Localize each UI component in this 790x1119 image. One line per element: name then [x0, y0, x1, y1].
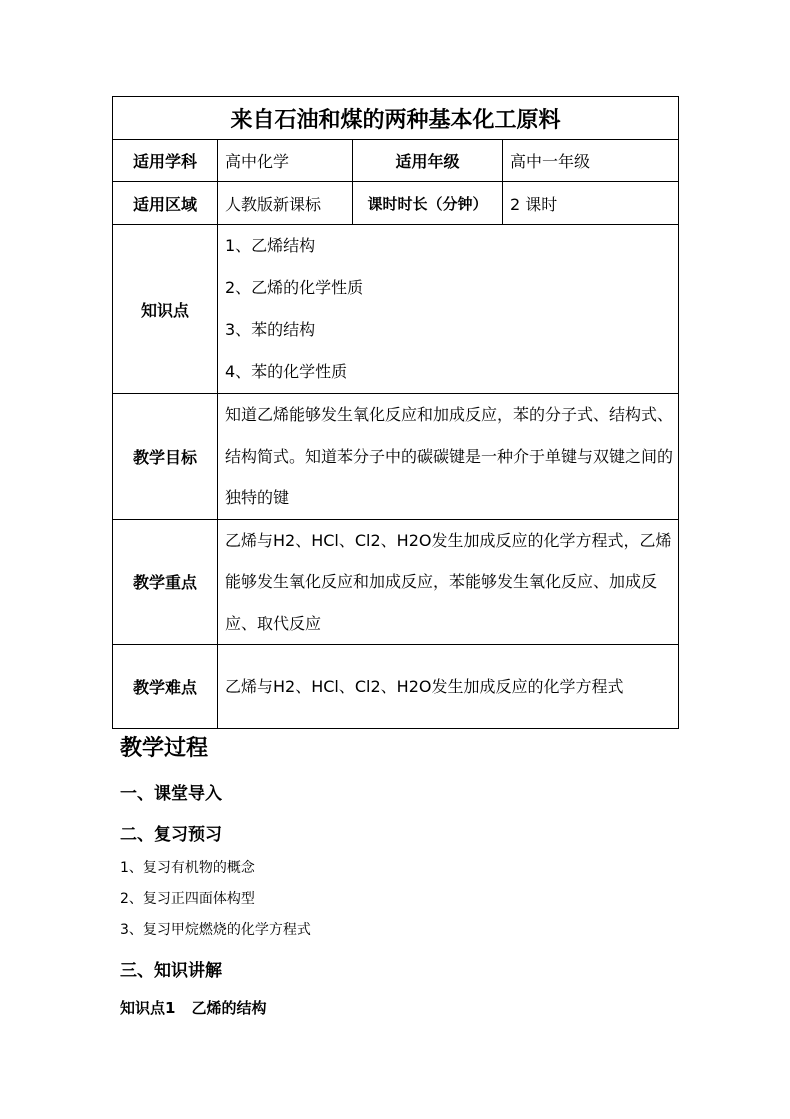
- goal-label: 教学目标: [113, 394, 218, 520]
- process-heading: 教学过程: [120, 736, 209, 761]
- subject-label: 适用学科: [113, 140, 218, 182]
- section-review-heading: 二、复习预习: [120, 825, 222, 845]
- knowledge-point-title: 乙烯的结构: [191, 999, 267, 1017]
- knowledge-label: 知识点: [113, 225, 218, 394]
- lesson-title: 来自石油和煤的两种基本化工原料: [113, 97, 679, 140]
- knowledge-item: 2、乙烯的化学性质: [225, 278, 364, 297]
- region-label: 适用区域: [113, 182, 218, 225]
- duration-label: 课时时长（分钟）: [353, 182, 503, 225]
- knowledge-item: 1、乙烯结构: [225, 236, 316, 255]
- lesson-info-table: [112, 96, 679, 729]
- knowledge-point-heading: [120, 997, 266, 1018]
- key-label: 教学重点: [113, 519, 218, 645]
- review-item: 1、复习有机物的概念: [120, 860, 255, 876]
- subject-value: 高中化学: [218, 140, 353, 182]
- difficulty-text: 乙烯与H2、HCl、Cl2、H2O发生加成反应的化学方程式: [218, 645, 679, 729]
- grade-label: 适用年级: [353, 140, 503, 182]
- difficulty-label: 教学难点: [113, 645, 218, 729]
- section-intro-heading: 一、课堂导入: [120, 784, 222, 804]
- goal-text: 知道乙烯能够发生氧化反应和加成反应，苯的分子式、结构式、结构简式。知道苯分子中的碳碳键是一种介于单键与双键之间的独特的键: [218, 394, 679, 520]
- knowledge-point-number: 知识点1: [120, 999, 176, 1017]
- grade-value: 高中一年级: [503, 140, 679, 182]
- key-text: 乙烯与H2、HCl、Cl2、H2O发生加成反应的化学方程式，乙烯能够发生氧化反应和加成反应，苯能够发生氧化反应、加成反应、取代反应: [218, 519, 679, 645]
- review-item: 2、复习正四面体构型: [120, 891, 255, 907]
- knowledge-item: 3、苯的结构: [225, 320, 316, 339]
- knowledge-list: [218, 225, 679, 394]
- duration-value: 2 课时: [503, 182, 679, 225]
- region-value: 人教版新课标: [218, 182, 353, 225]
- knowledge-item: 4、苯的化学性质: [225, 362, 348, 381]
- section-knowledge-heading: 三、知识讲解: [120, 961, 222, 981]
- review-item: 3、复习甲烷燃烧的化学方程式: [120, 922, 311, 938]
